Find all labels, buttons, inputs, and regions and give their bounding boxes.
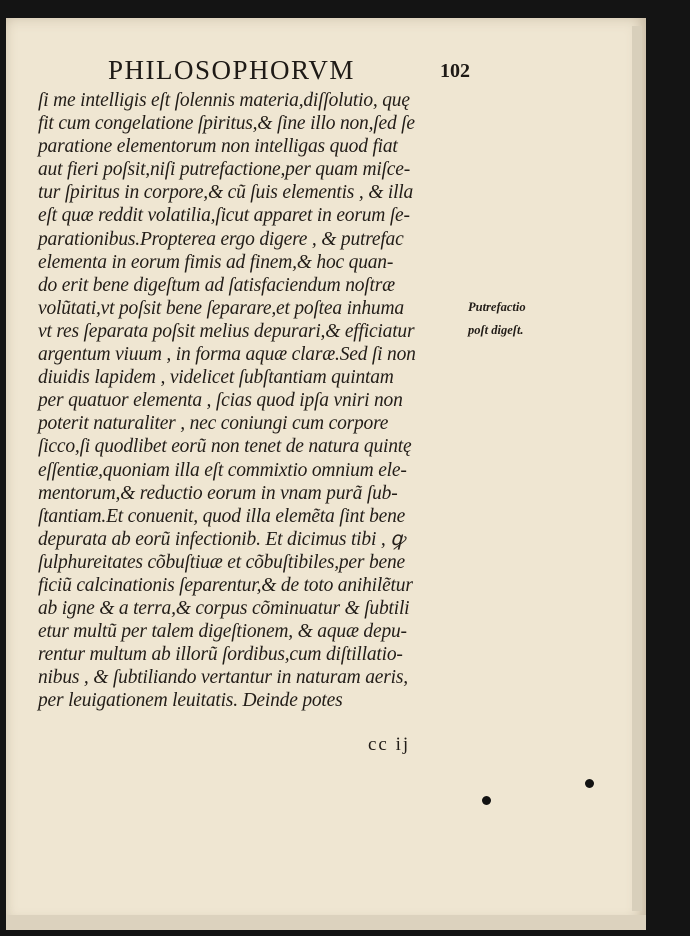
page-edge-shadow [632, 26, 642, 911]
text-line: mentorum,& reductio eorum in vnam purã ſub- [38, 482, 398, 504]
signature-mark: cc ij [368, 734, 411, 755]
page-bottom-edge [6, 915, 646, 930]
text-line: vt res ſeparata poſsit melius depurari,& efficiatur [38, 320, 415, 342]
text-line: fit cum congelatione ſpiritus,& ſine illo non,ſed ſe [38, 113, 415, 135]
text-line: ficiũ calcinationis ſeparentur,& de toto anihilẽtur [38, 574, 413, 596]
text-line: nibus , & ſubtiliando vertantur in naturam aeris, [38, 667, 408, 689]
text-line: rentur multum ab illorũ ſordibus,cum diſtillatio- [38, 644, 403, 666]
text-line: aut fieri poſsit,niſi putrefactione,per quam miſce- [38, 159, 410, 181]
ink-spot [482, 796, 491, 805]
text-line: eſt quæ reddit volatilia,ſicut apparet in eorum ſe- [38, 205, 410, 227]
text-line: depurata ab eorũ infectionib. Et dicimus tibi , ꝙ [38, 528, 405, 550]
text-line: ſi me intelligis eſt ſolennis materia,diſſolutio, quę [38, 90, 410, 111]
text-line: ſicco,ſi quodlibet eorũ non tenet de natura quintę [38, 436, 412, 458]
text-line: volũtati,vt poſsit bene ſeparare,et poſtea inhuma [38, 297, 404, 319]
text-line: argentum viuum , in forma aquæ claræ.Sed ſi non [38, 344, 416, 366]
marginal-note: Putrefactio [468, 299, 526, 314]
text-line: diuidis lapidem , videlicet ſubſtantiam quintam [38, 367, 394, 389]
text-line: parationibus.Propterea ergo digere , & putrefac [38, 228, 404, 250]
text-line: do erit bene digeſtum ad ſatisfaciendum noſtræ [38, 274, 395, 296]
marginal-note: poſt digeſt. [468, 323, 524, 337]
text-line: elementa in eorum fimis ad finem,& hoc quan- [38, 251, 394, 273]
folio-number: 102 [440, 60, 470, 82]
text-line: per quatuor elementa , ſcias quod ipſa vniri non [38, 390, 403, 412]
text-line: ſtantiam.Et conuenit, quod illa elemẽta ſint bene [38, 505, 406, 527]
text-line: poterit naturaliter , nec coniungi cum corpore [38, 413, 389, 435]
text-line: tur ſpiritus in corpore,& cũ ſuis elementis , & illa [38, 182, 414, 204]
text-line: per leuigationem leuitatis. Deinde potes [38, 690, 343, 712]
text-line: paratione elementorum non intelligas quod fiat [38, 136, 398, 158]
body-text [38, 89, 478, 713]
ink-spot [585, 779, 594, 788]
text-line: ſulphureitates cõbuſtiuæ et cõbuſtibiles,per bene [38, 551, 405, 573]
text-line: etur multũ per talem digeſtionem, & aquæ depu- [38, 621, 407, 643]
running-title: PHILOSOPHORVM [108, 55, 355, 85]
text-line: ab igne & a terra,& corpus cõminuatur & ſubtili [38, 598, 410, 620]
text-line: eſſentiæ,quoniam illa eſt commixtio omnium ele- [38, 459, 407, 481]
